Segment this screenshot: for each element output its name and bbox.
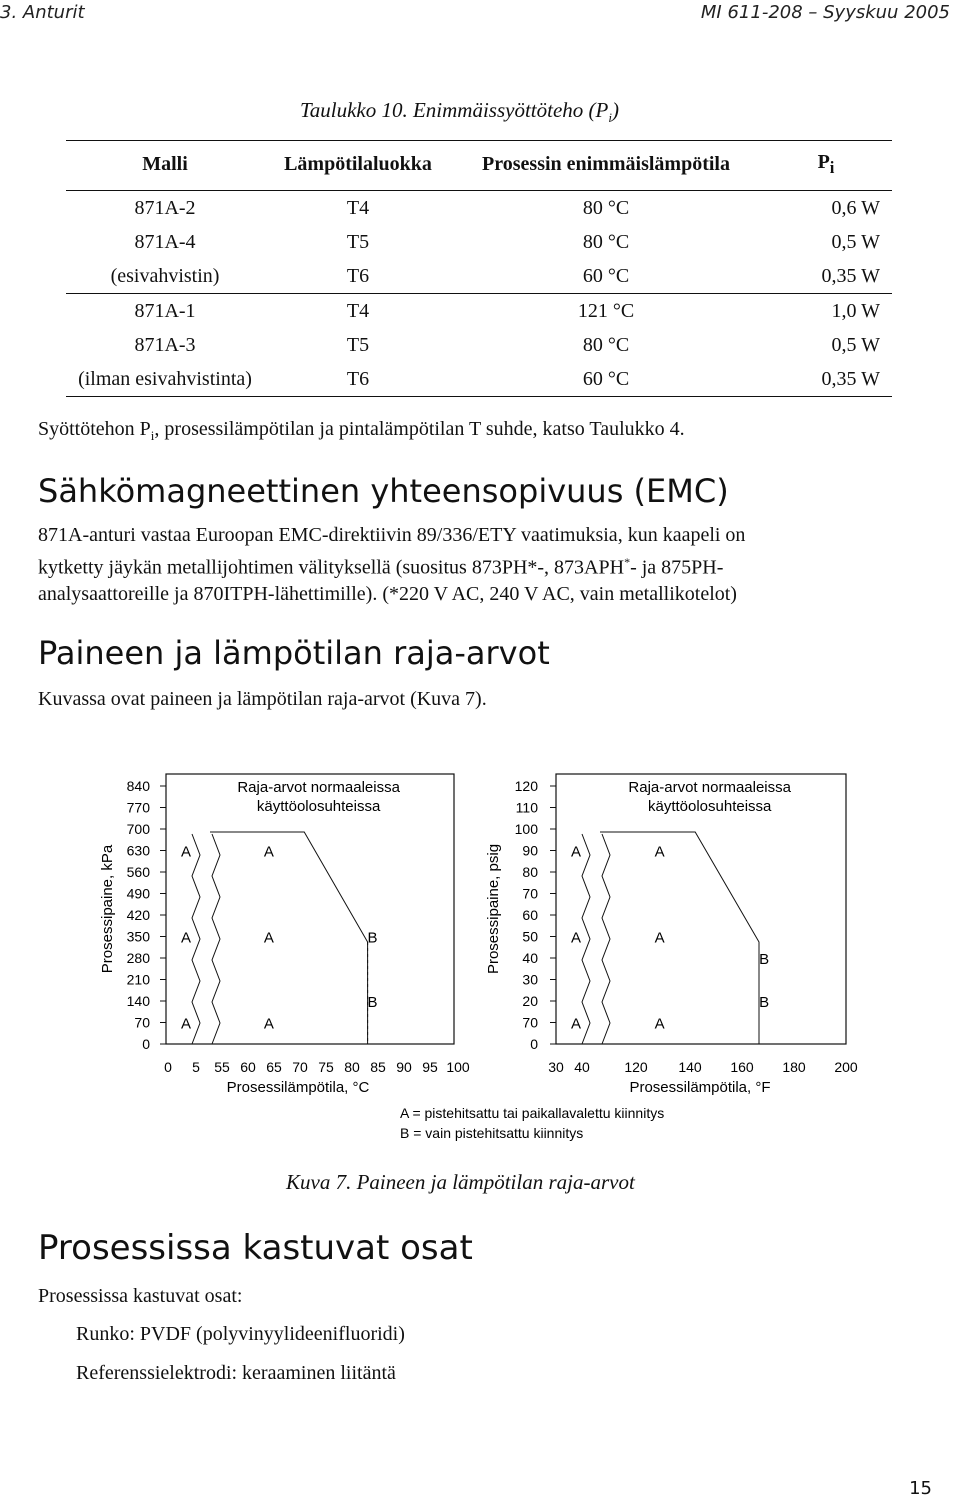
cell-temp-class: T6 xyxy=(346,367,370,390)
cell-temp-class: T5 xyxy=(346,230,370,253)
cell-max-temp: 80 °C xyxy=(582,230,630,253)
cell-temp-class: T5 xyxy=(346,333,370,356)
legend-b: B = vain pistehitsattu kiinnitys xyxy=(400,1125,584,1141)
y-tick-label: 560 xyxy=(126,864,150,880)
cell-power: 0,35 W xyxy=(821,367,880,390)
max-input-power-table xyxy=(66,140,892,397)
x-tick-label: 80 xyxy=(344,1059,360,1075)
y-tick-label: 70 xyxy=(522,885,538,902)
running-header-section: 3. Anturit xyxy=(0,2,85,23)
boundary-zigzag-left xyxy=(192,834,200,1044)
x-tick-label: 55 xyxy=(214,1059,230,1075)
table-row xyxy=(66,362,892,397)
y-tick-label: 100 xyxy=(514,821,538,837)
col-header-model: Malli xyxy=(66,141,264,191)
x-tick-label: 60 xyxy=(240,1059,256,1075)
cell-temp-class: T4 xyxy=(346,299,370,322)
x-tick-label: 95 xyxy=(422,1059,438,1075)
region-marker-a: A xyxy=(263,843,274,861)
boundary-zigzag-inner xyxy=(602,834,610,1044)
figure-caption: Kuva 7. Paineen ja lämpötilan raja-arvot xyxy=(286,1170,635,1194)
x-tick-label: 30 xyxy=(548,1059,564,1075)
y-tick-label: 770 xyxy=(126,799,150,816)
x-tick-label: 100 xyxy=(446,1059,470,1075)
y-tick-label: 700 xyxy=(126,821,150,837)
cell-power: 1,0 W xyxy=(831,299,880,322)
y-tick-label: 80 xyxy=(522,864,538,880)
x-tick-label: 200 xyxy=(834,1059,858,1075)
x-tick-label: 75 xyxy=(318,1059,334,1075)
table-row xyxy=(66,225,892,259)
chart-title-line: Raja-arvot normaaleissa xyxy=(628,779,791,796)
emc-paragraph xyxy=(38,522,918,607)
region-marker-a: A xyxy=(654,1015,665,1033)
x-tick-label: 160 xyxy=(730,1059,754,1075)
table-body xyxy=(66,191,892,397)
pressure-limit-line xyxy=(600,832,759,1044)
region-marker-b: B xyxy=(367,994,378,1011)
y-tick-label: 40 xyxy=(522,950,538,966)
y-tick-label: 120 xyxy=(514,778,538,794)
x-tick-label: 5 xyxy=(192,1059,200,1075)
y-tick-label: 280 xyxy=(126,950,150,966)
cell-max-temp: 80 °C xyxy=(582,196,630,219)
region-marker-b: B xyxy=(759,994,770,1011)
y-tick-label: 60 xyxy=(522,907,538,923)
region-marker-a: A xyxy=(180,929,192,947)
x-tick-label: 0 xyxy=(164,1059,172,1075)
y-tick-label: 350 xyxy=(126,928,150,945)
y-tick-label: 630 xyxy=(126,842,150,859)
y-axis-label: Prosessipaine, psig xyxy=(485,843,502,975)
table-row xyxy=(66,191,892,226)
y-tick-label: 70 xyxy=(134,1014,150,1031)
chart-title-line: käyttöolosuhteissa xyxy=(256,798,381,815)
y-tick-label: 90 xyxy=(522,842,538,859)
cell-temp-class: T6 xyxy=(346,264,370,287)
cell-model: 871A-4 xyxy=(134,230,196,253)
page-number: 15 xyxy=(909,1478,932,1499)
limits-heading: Paineen ja lämpötilan raja-arvot xyxy=(38,634,550,672)
y-tick-label: 50 xyxy=(522,928,538,945)
x-tick-label: 70 xyxy=(292,1059,308,1075)
region-marker-b: B xyxy=(367,929,378,947)
x-tick-label: 65 xyxy=(266,1059,282,1075)
region-marker-a: A xyxy=(570,843,582,861)
cell-power: 0,5 W xyxy=(831,230,880,253)
pressure-limit-line xyxy=(210,832,368,1044)
left-chart-kpa-celsius xyxy=(99,774,470,1096)
y-tick-label: 210 xyxy=(126,971,150,988)
cell-max-temp: 80 °C xyxy=(582,333,630,356)
boundary-zigzag-left xyxy=(582,834,590,1044)
region-marker-a: A xyxy=(654,843,665,861)
wetted-parts-heading: Prosessissa kastuvat osat xyxy=(38,1228,473,1268)
region-marker-a: A xyxy=(180,1015,192,1033)
y-tick-label: 490 xyxy=(126,885,150,902)
x-tick-label: 90 xyxy=(396,1059,412,1075)
cell-max-temp: 60 °C xyxy=(582,264,630,287)
wetted-part-reference: Referenssielektrodi: keraaminen liitäntä xyxy=(76,1362,396,1384)
y-tick-label: 30 xyxy=(522,971,538,988)
boundary-zigzag-inner xyxy=(212,834,220,1044)
emc-line-2: kytketty jäykän metallijohtimen välityksellä (suositus 873PH*-, 873APH*- ja 875PH- xyxy=(38,554,724,579)
y-tick-label: 70 xyxy=(522,1014,538,1031)
region-marker-a: A xyxy=(263,929,274,947)
region-marker-b: B xyxy=(759,951,770,968)
limits-paragraph: Kuvassa ovat paineen ja lämpötilan raja-arvot (Kuva 7). xyxy=(38,688,487,710)
x-tick-label: 85 xyxy=(370,1059,386,1075)
cell-model: (ilman esivahvistinta) xyxy=(78,367,252,390)
emc-heading: Sähkömagneettinen yhteensopivuus (EMC) xyxy=(38,472,729,510)
col-header-class: Lämpötilaluokka xyxy=(264,141,452,191)
pressure-temperature-figure xyxy=(0,760,960,1160)
cell-power: 0,35 W xyxy=(821,264,880,287)
x-axis-label: Prosessilämpötila, °C xyxy=(226,1079,370,1096)
col-header-power: $P_i$ xyxy=(760,141,892,191)
running-header-doc-id: MI 611-208 – Syyskuu 2005 xyxy=(700,2,950,23)
region-marker-a: A xyxy=(570,1015,582,1033)
emc-line-3: analysaattoreille ja 870ITPH-lähettimille). (*220 V AC, 240 V AC, vain metallikotelot) xyxy=(38,582,737,605)
chart-title-line: Raja-arvot normaaleissa xyxy=(237,779,400,796)
y-axis-label: Prosessipaine, kPa xyxy=(99,844,116,974)
region-marker-a: A xyxy=(570,929,582,947)
y-tick-label: 20 xyxy=(522,993,538,1009)
region-marker-a: A xyxy=(263,1015,274,1033)
cell-power: 0,6 W xyxy=(831,196,880,219)
wetted-part-body: Runko: PVDF (polyvinyylideenifluoridi) xyxy=(76,1323,405,1345)
x-tick-label: 40 xyxy=(574,1059,590,1075)
cell-max-temp: 60 °C xyxy=(582,367,630,390)
col-header-temp: Prosessin enimmäislämpötila xyxy=(452,141,760,191)
table-row xyxy=(66,259,892,294)
table-row xyxy=(66,328,892,362)
emc-line-1: 871A-anturi vastaa Euroopan EMC-direktiivin 89/336/ETY vaatimuksia, kun kaapeli on xyxy=(38,524,746,546)
table-note: Syöttötehon $P_i$, prosessilämpötilan ja pintalämpötilan T suhde, katso Taulukko 4. xyxy=(38,418,685,443)
y-tick-label: 840 xyxy=(126,778,150,794)
cell-max-temp: 121 °C xyxy=(577,299,635,322)
y-tick-label: 420 xyxy=(126,907,150,923)
table-row xyxy=(66,294,892,329)
y-tick-label: 140 xyxy=(126,993,150,1009)
legend-a: A = pistehitsattu tai paikallavalettu kiinnitys xyxy=(400,1105,665,1121)
cell-model: (esivahvistin) xyxy=(110,264,220,287)
x-tick-label: 180 xyxy=(782,1059,806,1075)
x-tick-label: 120 xyxy=(624,1059,648,1075)
cell-model: 871A-2 xyxy=(134,196,196,219)
y-tick-label: 110 xyxy=(515,799,538,816)
wetted-parts-intro: Prosessissa kastuvat osat: xyxy=(38,1285,243,1307)
x-axis-label: Prosessilämpötila, °F xyxy=(629,1079,771,1096)
cell-model: 871A-3 xyxy=(134,333,196,356)
chart-title-line: käyttöolosuhteissa xyxy=(647,798,772,815)
cell-model: 871A-1 xyxy=(134,299,196,322)
cell-temp-class: T4 xyxy=(346,196,370,219)
y-tick-label: 0 xyxy=(142,1036,150,1052)
x-tick-label: 140 xyxy=(678,1059,702,1075)
region-marker-a: A xyxy=(180,843,192,861)
cell-power: 0,5 W xyxy=(831,333,880,356)
region-marker-a: A xyxy=(654,929,665,947)
y-tick-label: 0 xyxy=(530,1036,538,1052)
right-chart-psig-fahrenheit xyxy=(485,774,858,1096)
table-caption: Taulukko 10. Enimmäissyöttöteho $(P_i)$ xyxy=(300,98,619,126)
